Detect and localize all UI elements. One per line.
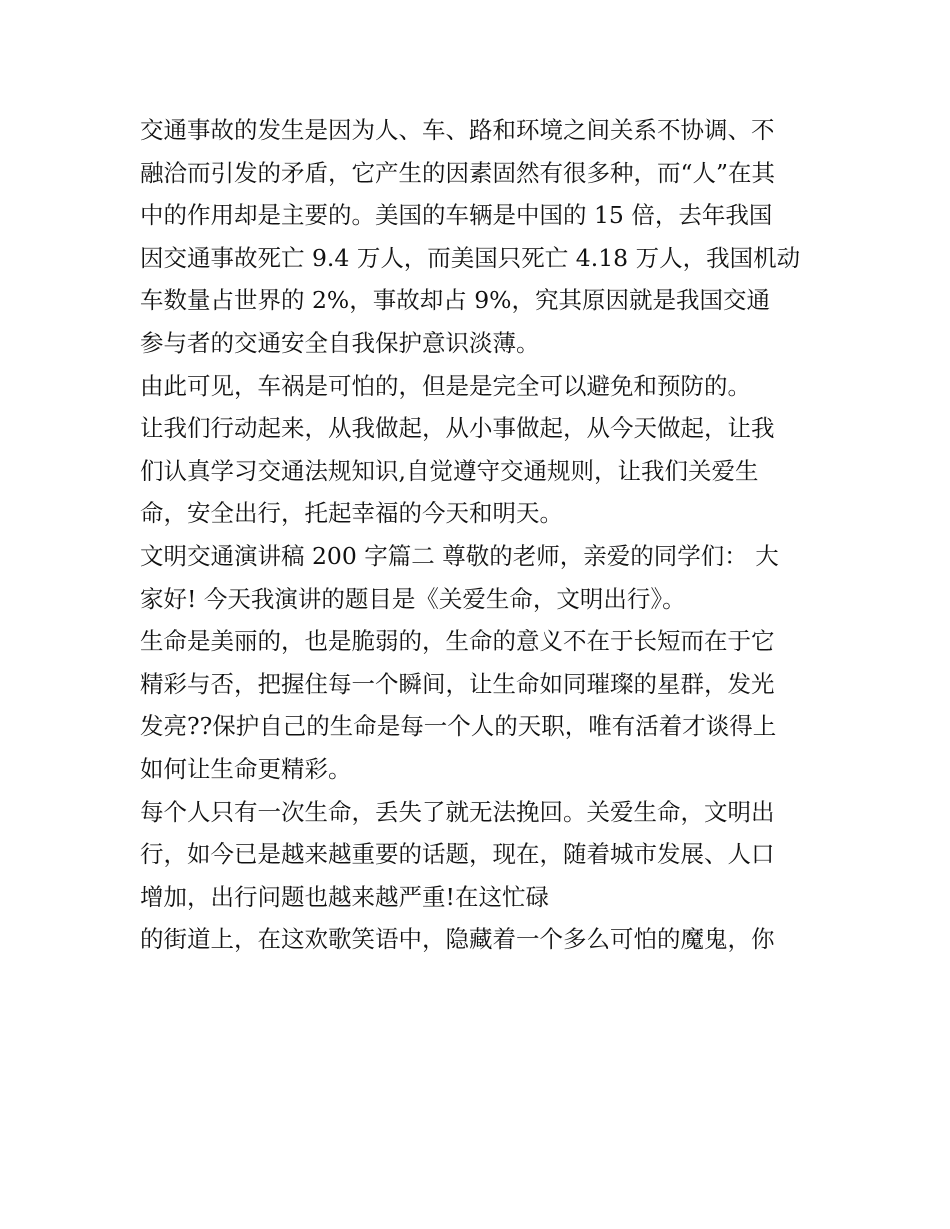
text-line: 精彩与否，把握住每一个瞬间，让生命如同璀璨的星群，发光 <box>140 669 775 698</box>
text-line: 家好! 今天我演讲的题目是《关爱生命，文明出行》。 <box>140 584 686 613</box>
text-line: 增加，出行问题也越来越严重!在这忙碌 <box>140 882 549 911</box>
document-body <box>140 109 820 961</box>
text-line: 参与者的交通安全自我保护意识淡薄。 <box>140 328 540 357</box>
text-line: 如何让生命更精彩。 <box>140 754 352 783</box>
text-line: 文明交通演讲稿 200 字篇二 尊敬的老师，亲爱的同学们： 大 <box>140 541 779 570</box>
text-line: 行，如今已是越来越重要的话题，现在，随着城市发展、人口 <box>140 840 775 869</box>
text-line: 让我们行动起来，从我做起，从小事做起，从今天做起，让我 <box>140 414 775 443</box>
text-line: 车数量占世界的 2%，事故却占 9%，究其原因就是我国交通 <box>140 286 771 315</box>
text-line: 中的作用却是主要的。美国的车辆是中国的 15 倍，去年我国 <box>140 201 773 230</box>
text-line: 生命是美丽的，也是脆弱的，生命的意义不在于长短而在于它 <box>140 627 775 656</box>
text-line: 因交通事故死亡 9.4 万人，而美国只死亡 4.18 万人，我国机动 <box>140 243 801 272</box>
text-line: 发亮??保护自己的生命是每一个人的天职，唯有活着才谈得上 <box>140 712 777 741</box>
text-line: 交通事故的发生是因为人、车、路和环境之间关系不协调、不 <box>140 116 775 144</box>
text-line: 的街道上，在这欢歌笑语中，隐藏着一个多么可怕的魔鬼，你 <box>140 925 775 954</box>
text-line: 们认真学习交通法规知识,自觉遵守交通规则，让我们关爱生 <box>140 456 759 485</box>
text-line: 融洽而引发的矛盾，它产生的因素固然有很多种，而“人”在其 <box>140 158 776 187</box>
text-line: 每个人只有一次生命，丢失了就无法挽回。关爱生命，文明出 <box>140 797 775 826</box>
text-line: 由此可见，车祸是可怕的，但是是完全可以避免和预防的。 <box>140 371 751 400</box>
text-line: 命，安全出行，托起幸福的今天和明天。 <box>140 499 563 528</box>
